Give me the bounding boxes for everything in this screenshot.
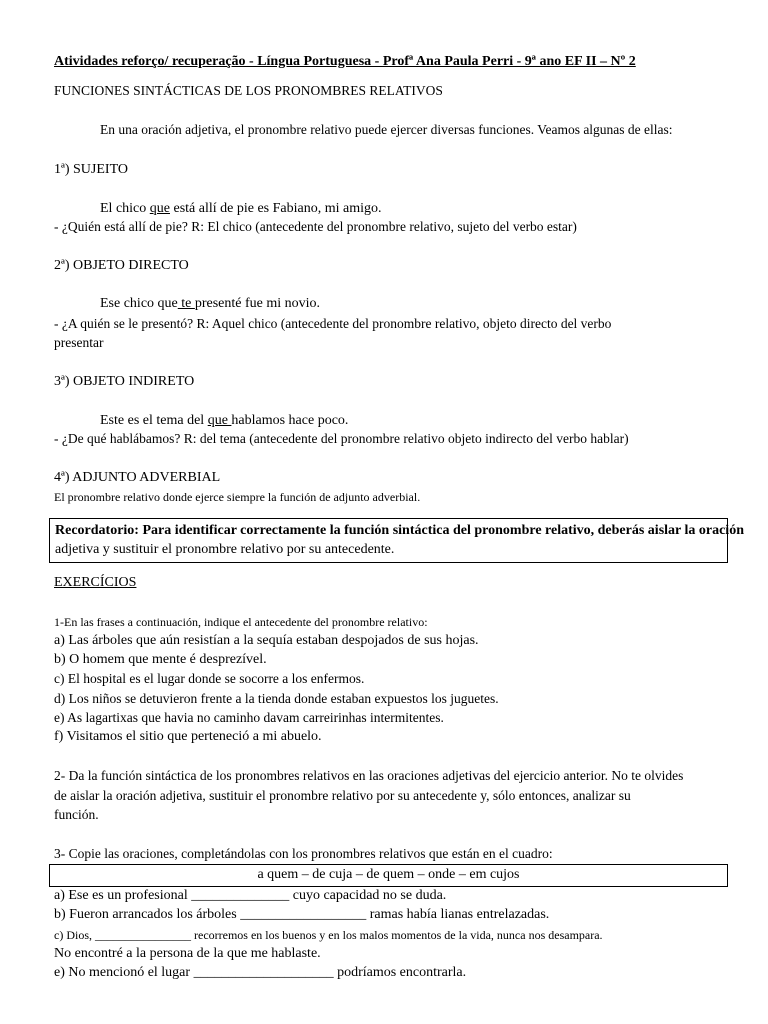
- example-text: El chico: [100, 201, 150, 216]
- exercise-3-item: e) No mencionó el lugar ____________________ podríamos encontrarla.: [54, 965, 467, 980]
- word-box: [49, 864, 728, 887]
- example-text: presenté fue mi novio.: [194, 296, 321, 311]
- section-heading-adjunto-adverbial: 4ª) ADJUNTO ADVERBIAL: [54, 470, 221, 485]
- exercise-3-item: c) Dios, ________________ recorremos en los buenos y en los malos momentos de la vida, nunca nos desampara.: [54, 928, 603, 942]
- relative-pronoun: que: [207, 413, 232, 428]
- exercises-heading: EXERCÍCIOS: [54, 575, 137, 590]
- example-sentence-1: [100, 200, 382, 218]
- exercise-1-item: b) O homem que mente é desprezível.: [54, 652, 267, 667]
- section-note: El pronombre relativo donde ejerce siempre la función de adjunto adverbial.: [54, 490, 421, 504]
- word-box-options: a quem – de cuja – de quem – onde – em cujos: [257, 867, 520, 882]
- exercise-3-item: No encontré a la persona de la que me hablaste.: [54, 946, 321, 961]
- example-sentence-3: [100, 412, 348, 430]
- question-answer-2-cont: presentar: [54, 335, 104, 350]
- exercise-1-item: d) Los niños se detuvieron frente a la tienda donde estaban expuestos los juguetes.: [54, 691, 499, 706]
- exercise-1-item: a) Las árboles que aún resistían a la sequía estaban despojados de sus hojas.: [54, 633, 479, 648]
- question-answer-2: - ¿A quién se le presentó? R: Aquel chico (antecedente del pronombre relativo, objeto directo del verbo: [54, 316, 612, 331]
- relative-pronoun: te: [177, 296, 195, 311]
- question-answer-3: - ¿De qué hablábamos? R: del tema (antecedente del pronombre relativo objeto indirecto del verbo hablar): [54, 431, 629, 446]
- example-sentence-2: [100, 295, 320, 313]
- relative-pronoun: que: [149, 201, 170, 216]
- exercise-2-prompt-cont: de aislar la oración adjetiva, sustituir el pronombre relativo por su antecedente y, sólo entonces, analizar su: [54, 788, 631, 803]
- section-heading-objeto-directo: 2ª) OBJETO DIRECTO: [54, 258, 189, 273]
- exercise-3-item: b) Fueron arrancados los árboles __________________ ramas había lianas entrelazadas.: [54, 907, 550, 922]
- example-text: Este es el tema del: [100, 413, 208, 428]
- exercise-2-prompt-cont: función.: [54, 807, 99, 822]
- exercise-1-item: e) As lagartixas que havia no caminho davam carreirinhas intermitentes.: [54, 710, 444, 725]
- reminder-box: [49, 518, 744, 563]
- document-subtitle: FUNCIONES SINTÁCTICAS DE LOS PRONOMBRES RELATIVOS: [54, 83, 443, 98]
- exercise-1-prompt: 1-En las frases a continuación, indique el antecedente del pronombre relativo:: [54, 615, 428, 629]
- example-text: Ese chico que: [100, 296, 178, 311]
- example-text: está allí de pie es Fabiano, mi amigo.: [169, 201, 382, 216]
- section-heading-sujeito: 1ª) SUJEITO: [54, 162, 128, 177]
- intro-paragraph: En una oración adjetiva, el pronombre relativo puede ejercer diversas funciones. Veamos algunas de ellas:: [100, 122, 673, 137]
- document-title: Atividades reforço/ recuperação - Língua Portuguesa - Profª Ana Paula Perri - 9ª ano EF II – Nº 2: [54, 54, 636, 69]
- exercise-3-item: a) Ese es un profesional ______________ cuyo capacidad no se duda.: [54, 888, 447, 903]
- exercise-3-prompt: 3- Copie las oraciones, completándolas con los pronombres relativos que están en el cuadro:: [54, 846, 553, 861]
- reminder-line-2: adjetiva y sustituir el pronombre relativo por su antecedente.: [55, 542, 395, 557]
- section-heading-objeto-indireto: 3ª) OBJETO INDIRETO: [54, 374, 195, 389]
- exercise-2-prompt: 2- Da la función sintáctica de los pronombres relativos en las oraciones adjetivas del ejercicio anterior. No te olvides: [54, 768, 684, 783]
- exercise-1-item: c) El hospital es el lugar donde se socorre a los enfermos.: [54, 671, 365, 686]
- exercise-1-item: f) Visitamos el sitio que perteneció a mi abuelo.: [54, 729, 322, 744]
- example-text: hablamos hace poco.: [231, 413, 349, 428]
- reminder-line-1: Recordatorio: Para identificar correctamente la función sintáctica del pronombre relativo, deberás aislar la oración: [55, 523, 744, 538]
- question-answer-1: - ¿Quién está allí de pie? R: El chico (antecedente del pronombre relativo, sujeto del verbo estar): [54, 219, 577, 234]
